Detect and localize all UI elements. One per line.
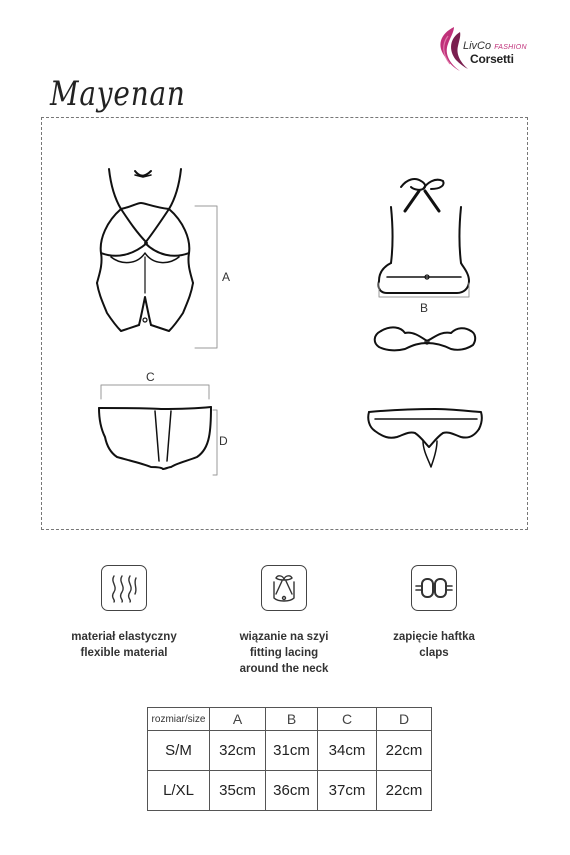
feature-flexible-material	[54, 565, 194, 661]
stretch-lines-icon	[101, 565, 147, 611]
size-name-cell: L/XL	[148, 771, 210, 811]
size-value-cell: 36cm	[266, 771, 318, 811]
thong-back-drawing	[368, 409, 482, 467]
feature-neck-lacing	[214, 565, 354, 677]
size-col-b: B	[266, 708, 318, 731]
dimension-d-marker	[213, 410, 217, 475]
feature-neck-line3: around the neck	[239, 663, 329, 675]
feature-neck-line1: wiązanie na szyi	[239, 631, 329, 643]
feature-hook-clasp	[364, 565, 504, 661]
feature-neck-line2: fitting lacing	[249, 647, 319, 659]
size-value-cell: 32cm	[210, 731, 266, 771]
dimension-label-c: C	[146, 370, 155, 384]
bodysuit-front-drawing	[97, 169, 193, 331]
garment-technical-drawing	[41, 117, 528, 530]
size-value-cell: 22cm	[377, 771, 432, 811]
size-header-label: rozmiar/size	[148, 708, 210, 731]
size-table	[147, 707, 432, 811]
brand-logo	[430, 24, 540, 74]
bodysuit-back-drawing	[378, 179, 469, 293]
table-row	[148, 771, 432, 811]
brand-name-bottom: Corsetti	[470, 52, 514, 66]
size-table-header-row	[148, 708, 432, 731]
feature-clasp-line1: zapięcie haftka	[393, 631, 475, 643]
size-col-c: C	[318, 708, 377, 731]
size-col-a: A	[210, 708, 266, 731]
dimension-label-b: B	[420, 301, 429, 315]
feature-flexible-line1: materiał elastyczny	[71, 631, 177, 643]
hook-clasp-icon	[411, 565, 457, 611]
table-row	[148, 731, 432, 771]
feature-clasp-line2: claps	[419, 647, 449, 659]
size-value-cell: 22cm	[377, 731, 432, 771]
bra-back-drawing	[375, 327, 475, 350]
size-value-cell: 34cm	[318, 731, 377, 771]
dimension-b-marker	[379, 283, 469, 297]
neck-lacing-icon	[261, 565, 307, 611]
size-col-d: D	[377, 708, 432, 731]
size-value-cell: 31cm	[266, 731, 318, 771]
feature-flexible-line2: flexible material	[80, 647, 168, 659]
size-value-cell: 35cm	[210, 771, 266, 811]
size-value-cell: 37cm	[318, 771, 377, 811]
dimension-c-marker	[101, 385, 209, 399]
size-name-cell: S/M	[148, 731, 210, 771]
brand-name-top: LivCo FASHION	[463, 40, 527, 52]
product-name: Mayenan	[50, 74, 186, 114]
dimension-a-marker	[195, 206, 217, 348]
dimension-label-d: D	[219, 434, 228, 448]
dimension-label-a: A	[222, 270, 231, 284]
panty-front-drawing	[99, 407, 211, 469]
